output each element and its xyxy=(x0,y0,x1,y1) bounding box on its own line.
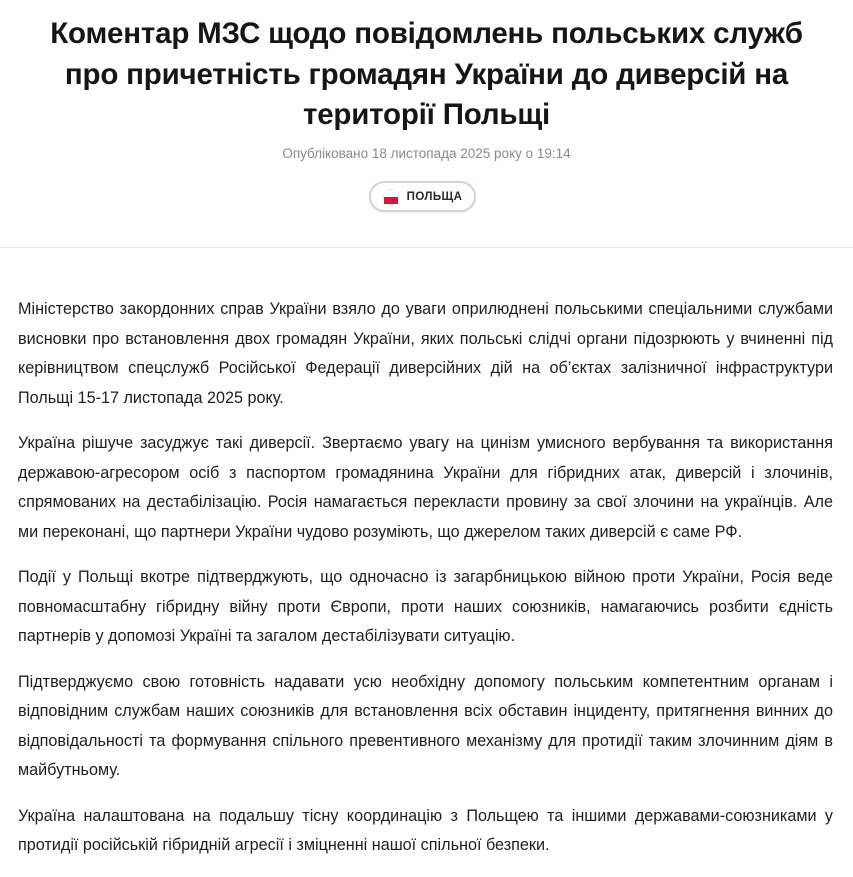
article-paragraph: Міністерство закордонних справ України взяло до уваги оприлюднені польськими спеціальними службами висновки про встановлення двох громадян України, яких польські слідчі органи підозрюють у вчиненні під керівництвом спецслужб Російської Федерації диверсійних дій на об’єктах залізничної інфраструктури Польщі 15-17 листопада 2025 року. xyxy=(18,300,833,407)
country-tag-label: ПОЛЬЩА xyxy=(406,190,463,203)
country-tag-poland[interactable] xyxy=(369,181,476,212)
article-paragraph: Україна рішуче засуджує такі диверсії. Звертаємо увагу на цинізм умисного вербування та використання державою-агресором осіб з паспортом громадянина України для гібридних атак, диверсій і злочинів, спрямованих на дестабілізацію. Росія намагається перекласти провину за свої злочини на українців. Але ми переконані, що партнери України чудово розуміють, що джерелом таких диверсій є саме РФ. xyxy=(18,434,833,541)
article-paragraph: Підтверджуємо свою готовність надавати усю необхідну допомогу польським компетентним органам і відповідним службам наших союзників для встановлення всіх обставин інциденту, притягнення винних до відповідальності та формування спільного превентивного механізму для протидії таким злочинним діям в майбутньому. xyxy=(18,672,833,779)
article-paragraph: Події у Польщі вкотре підтверджують, що одночасно із загарбницькою війною проти України, Росія веде повномасштабну гібридну війну проти Європи, проти наших союзників, намагаючись розбити єдність партнерів у допомозі Україні та загалом дестабілізувати ситуацію. xyxy=(18,568,833,645)
article-paragraph: Україна налаштована на подальшу тісну координацію з Польщею та іншими державами-союзниками у протидії російській гібридній агресії і зміцненні нашої спільної безпеки. xyxy=(18,806,833,854)
article-body xyxy=(18,295,833,877)
publication-date: Опубліковано 18 листопада 2025 року о 19:14 xyxy=(282,146,571,161)
page-title: Коментар МЗС щодо повідомлень польських служб про причетність громадян України до диверсій на території Польщі xyxy=(50,17,803,131)
article-header xyxy=(0,0,853,248)
poland-flag-icon xyxy=(383,189,399,205)
